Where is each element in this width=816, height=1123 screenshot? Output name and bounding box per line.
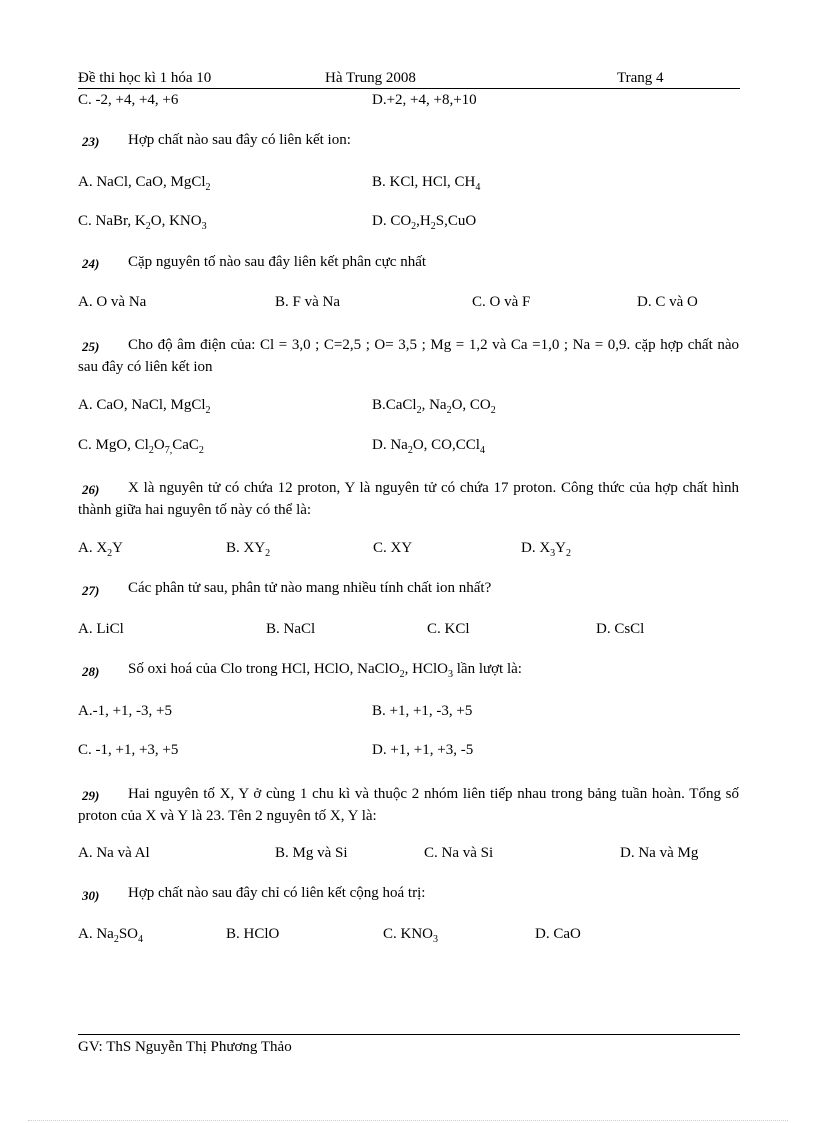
page-bottom-dots	[28, 1120, 788, 1121]
question-text: Các phân tử sau, phân tử nào mang nhiều tính chất ion nhất?	[128, 580, 492, 596]
prev-option-c: C. -2, +4, +4, +6	[78, 92, 179, 108]
option-b: B. F và Na	[275, 294, 340, 310]
option-c: C. -1, +1, +3, +5	[78, 742, 179, 758]
question-text: Cặp nguyên tố nào sau đây liên kết phân cực nhất	[128, 254, 427, 270]
question-text: Số oxi hoá của Clo trong HCl, HClO, NaClO$_2$, HClO$_3$ lần lượt là:	[128, 661, 522, 680]
option-b: B.CaCl$_2$, $Na_2O$, $CO_2$	[372, 397, 496, 416]
option-a: A. NaCl, CaO, MgCl$_2$	[78, 174, 211, 193]
option-d: D. +1, +1, +3, -5	[372, 742, 474, 758]
question-number: 25)	[82, 339, 100, 354]
footer-rule	[78, 1034, 740, 1035]
header-title: Đề thi học kì 1 hóa 10	[78, 70, 212, 86]
question-number: 23)	[82, 134, 100, 149]
question-number: 29)	[82, 788, 100, 803]
option-d: D. $Na_2O$, CO,CCl$_4$	[372, 437, 485, 456]
option-b: B. $XY_2$	[226, 540, 271, 559]
option-d: D. C và O	[637, 294, 698, 310]
header-page: Trang 4	[617, 70, 664, 86]
option-b: B. NaCl	[266, 621, 316, 637]
question-number: 28)	[82, 664, 100, 679]
option-c: C. XY	[373, 540, 413, 556]
option-c: C. KCl	[427, 621, 470, 637]
question-block	[78, 477, 739, 521]
option-a: A. $Na_2SO_4$	[78, 926, 144, 945]
option-c: C. $KNO_3$	[383, 926, 439, 945]
option-d: D. Na và Mg	[620, 845, 699, 861]
header-school: Hà Trung 2008	[325, 70, 416, 86]
option-c: C. Na và Si	[424, 845, 494, 861]
question-number: 24)	[82, 256, 100, 271]
option-b: B. +1, +1, -3, +5	[372, 703, 473, 719]
question-text: Cho độ âm điện của: Cl = 3,0 ; C=2,5 ; O= 3,5 ; Mg = 1,2 và Ca =1,0 ; Na = 0,9. cặp hợp chất nào sau đây có liên kết ion	[78, 337, 739, 375]
option-a: A. $X_2Y$	[78, 540, 124, 559]
question-block	[78, 783, 739, 827]
option-b: B. KCl, HCl, $CH_4$	[372, 174, 481, 193]
option-d: D. $CO_2,H_2S,CuO$	[372, 213, 477, 232]
question-text: Hợp chất nào sau đây chỉ có liên kết cộng hoá trị:	[128, 885, 426, 901]
question-number: 26)	[82, 482, 100, 497]
option-a: A. Na và Al	[78, 845, 150, 861]
question-text: X là nguyên tử có chứa 12 proton, Y là nguyên tử có chứa 17 proton. Công thức của hợp chất hình thành giữa hai nguyên tố này có thể là:	[78, 480, 739, 518]
option-c: C. NaBr, $K_2O$, $KNO_3$	[78, 213, 207, 232]
question-number: 27)	[82, 583, 100, 598]
option-c: C. MgO, $Cl_2O_{7,}CaC_2$	[78, 437, 204, 456]
option-a: A.-1, +1, -3, +5	[78, 703, 172, 719]
question-text: Hai nguyên tố X, Y ở cùng 1 chu kì và thuộc 2 nhóm liên tiếp nhau trong bảng tuần hoàn. Tổng số proton của X và Y là 23. Tên 2 nguyên tố X, Y là:	[78, 786, 739, 824]
option-d: D. CaO	[535, 926, 581, 942]
option-b: B. HClO	[226, 926, 280, 942]
option-a: A. CaO, NaCl, MgCl$_2$	[78, 397, 211, 416]
question-block	[78, 334, 739, 378]
question-text: Hợp chất nào sau đây có liên kết ion:	[128, 132, 351, 148]
option-a: A. O và Na	[78, 294, 147, 310]
option-c: C. O và F	[472, 294, 531, 310]
prev-option-d: D.+2, +4, +8,+10	[372, 92, 477, 108]
option-d: D. CsCl	[596, 621, 645, 637]
option-d: D. $X_3Y_2$	[521, 540, 572, 559]
question-number: 30)	[82, 888, 100, 903]
option-a: A. LiCl	[78, 621, 124, 637]
footer-teacher: GV: ThS Nguyễn Thị Phương Thảo	[78, 1039, 292, 1055]
header-rule	[78, 88, 740, 89]
option-b: B. Mg và Si	[275, 845, 348, 861]
